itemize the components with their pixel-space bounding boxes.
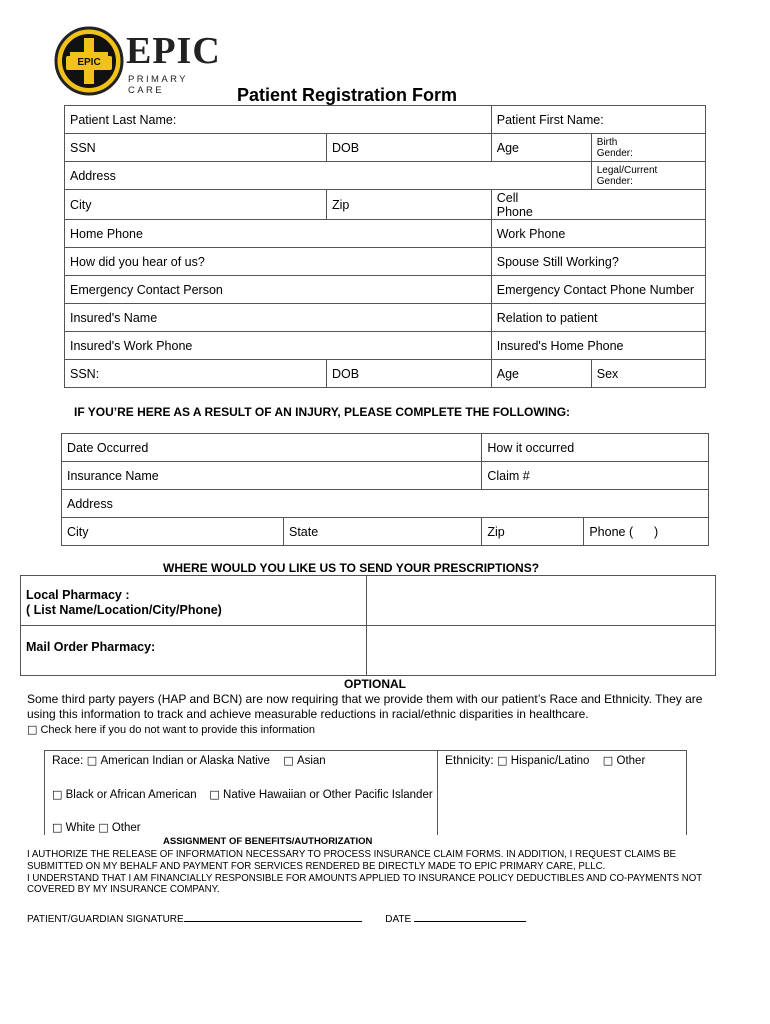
injury-phone-field[interactable] [584, 518, 709, 546]
insured-work-label: Insured's Work Phone [70, 338, 193, 353]
assignment-line-3: I UNDERSTAND THAT I AM FINANCIALLY RESPONSIBLE FOR AMOUNTS APPLIED TO INSURANCE POLICY DEDUCTIBLES AND CO-PAYMENTS NOT [27, 872, 703, 884]
legal-gender-label-2: Gender: [596, 175, 633, 187]
emergency-person-field[interactable] [65, 276, 492, 304]
address-label: Address [70, 168, 116, 183]
injury-address-field[interactable] [62, 490, 709, 518]
race-1-checkbox[interactable]: □ [86, 754, 98, 767]
city-field[interactable] [65, 190, 327, 220]
injury-zip-label: Zip [487, 524, 505, 539]
date-label: DATE [385, 914, 412, 925]
injury-city-label: City [67, 524, 89, 539]
injury-zip-field[interactable] [482, 518, 584, 546]
assignment-line-2: SUBMITTED ON MY BEHALF AND PAYMENT FOR SERVICES RENDERED BE DIRECTLY MADE TO EPIC PRIMARY CARE, PLLC. [27, 860, 606, 872]
spouse-field[interactable] [491, 248, 705, 276]
birth-gender-field[interactable] [591, 134, 705, 162]
eth-1-label: Hispanic/Latino [510, 755, 590, 767]
legal-gender-field[interactable] [591, 162, 705, 190]
relation-label: Relation to patient [496, 310, 598, 325]
claim-label: Claim # [487, 468, 530, 483]
pharmacy-heading: WHERE WOULD YOU LIKE US TO SEND YOUR PRESCRIPTIONS? [163, 561, 540, 575]
birth-gender-label-1: Birth [596, 136, 618, 148]
emergency-phone-field[interactable] [491, 276, 705, 304]
cell-label-1: Cell [496, 190, 519, 205]
emergency-phone-label: Emergency Contact Phone Number [496, 282, 695, 297]
insured-home-field[interactable] [491, 332, 705, 360]
optout-checkbox[interactable]: □ [27, 723, 38, 736]
race-4-label: Native Hawaiian or Other Pacific Islander [223, 789, 433, 801]
date-occurred-field[interactable] [62, 434, 482, 462]
dob-label: DOB [332, 140, 360, 155]
home-phone-label: Home Phone [70, 226, 143, 241]
eth-2-checkbox[interactable]: □ [602, 754, 614, 767]
date-line[interactable] [414, 912, 526, 922]
injury-address-label: Address [67, 496, 113, 511]
signature-label: PATIENT/GUARDIAN SIGNATURE [27, 914, 184, 925]
insured-dob-field[interactable] [327, 360, 492, 388]
assignment-heading: ASSIGNMENT OF BENEFITS/AUTHORIZATION [163, 836, 373, 847]
referral-label: How did you hear of us? [70, 254, 205, 269]
last-name-label: Patient Last Name: [70, 112, 177, 127]
page-title: Patient Registration Form [237, 85, 458, 105]
eth-2-label: Other [616, 755, 646, 767]
age-label: Age [496, 140, 519, 155]
insured-work-field[interactable] [65, 332, 492, 360]
how-occurred-label: How it occurred [487, 440, 575, 455]
signature-row [27, 912, 526, 925]
insured-home-label: Insured's Home Phone [496, 338, 624, 353]
race-row-3 [52, 821, 141, 834]
race-5-checkbox[interactable]: □ [52, 821, 63, 834]
zip-label: Zip [332, 197, 350, 212]
race-3-checkbox[interactable]: □ [52, 788, 63, 801]
signature-line[interactable] [184, 912, 362, 922]
optout-row[interactable] [27, 723, 315, 736]
cell-phone-field[interactable] [491, 190, 705, 220]
injury-phone-label: Phone ( ) [589, 524, 659, 539]
city-label: City [70, 197, 92, 212]
logo-tagline: PRIMARY CARE [128, 74, 188, 96]
legal-gender-label-1: Legal/Current [596, 164, 658, 176]
race-6-label: Other [111, 822, 141, 834]
insured-sex-label: Sex [596, 366, 619, 381]
assignment-line-1: I AUTHORIZE THE RELEASE OF INFORMATION NECESSARY TO PROCESS INSURANCE CLAIM FORMS. IN ADDITION, I REQUEST CLAIMS BE [27, 849, 676, 860]
insured-ssn-label: SSN: [70, 366, 100, 381]
mail-pharmacy-label: Mail Order Pharmacy: [26, 640, 156, 654]
eth-1-checkbox[interactable]: □ [497, 754, 508, 767]
date-occurred-label: Date Occurred [67, 440, 149, 455]
mail-pharmacy-label-cell [21, 626, 367, 676]
injury-city-field[interactable] [62, 518, 284, 546]
ethnicity-row [445, 753, 645, 767]
local-pharmacy-label-1: Local Pharmacy : [26, 587, 130, 602]
address-field[interactable] [65, 162, 592, 190]
insurance-name-label: Insurance Name [67, 468, 159, 483]
dob-field[interactable] [327, 134, 492, 162]
relation-field[interactable] [491, 304, 705, 332]
logo-badge: EPIC [66, 56, 112, 70]
referral-field[interactable] [65, 248, 492, 276]
insured-age-field[interactable] [491, 360, 591, 388]
race-5-label: White [65, 822, 96, 834]
patient-info-table [64, 105, 706, 388]
insurance-name-field[interactable] [62, 462, 482, 490]
first-name-field[interactable] [491, 106, 705, 134]
how-occurred-field[interactable] [482, 434, 709, 462]
optional-text-2: using this information to track and achieve measurable reductions in racial/ethnic disparities in healthcare. [27, 707, 589, 721]
assignment-line-4: COVERED BY MY INSURANCE COMPANY. [27, 884, 220, 896]
emergency-person-label: Emergency Contact Person [70, 282, 223, 297]
home-phone-field[interactable] [65, 220, 492, 248]
local-pharmacy-field[interactable] [367, 576, 716, 626]
mail-pharmacy-field[interactable] [367, 626, 716, 676]
race-3-label: Black or African American [65, 789, 197, 801]
insured-sex-field[interactable] [591, 360, 705, 388]
claim-field[interactable] [482, 462, 709, 490]
race-2-label: Asian [296, 755, 326, 767]
local-pharmacy-label-cell [21, 576, 367, 626]
insured-age-label: Age [496, 366, 519, 381]
ethnicity-label: Ethnicity: [445, 753, 494, 767]
logo-name: EPIC [126, 30, 221, 72]
injury-state-label: State [289, 524, 319, 539]
first-name-label: Patient First Name: [496, 112, 604, 127]
insured-name-label: Insured's Name [70, 310, 158, 325]
assignment-text [27, 849, 702, 896]
cell-label-2: Phone [496, 204, 533, 219]
logo [54, 26, 221, 96]
optional-heading: OPTIONAL [344, 677, 406, 691]
injury-table [61, 433, 709, 546]
race-row-1 [52, 753, 326, 767]
ssn-label: SSN [70, 140, 96, 155]
race-row-2 [52, 788, 433, 801]
zip-field[interactable] [327, 190, 492, 220]
pharmacy-table [20, 575, 716, 676]
age-field[interactable] [491, 134, 591, 162]
insured-name-field[interactable] [65, 304, 492, 332]
insured-dob-label: DOB [332, 366, 360, 381]
race-2-checkbox[interactable]: □ [283, 754, 294, 767]
work-phone-field[interactable] [491, 220, 705, 248]
race-1-label: American Indian or Alaska Native [100, 755, 270, 767]
injury-state-field[interactable] [284, 518, 482, 546]
spouse-label: Spouse Still Working? [496, 254, 619, 269]
insured-ssn-field[interactable] [65, 360, 327, 388]
optional-text-1: Some third party payers (HAP and BCN) are now requiring that we provide them with our patient’s Race and Ethnicity. They are [27, 692, 703, 706]
race-label: Race: [52, 753, 84, 767]
last-name-field[interactable] [65, 106, 492, 134]
race-4-checkbox[interactable]: □ [209, 788, 220, 801]
injury-heading: IF YOU’RE HERE AS A RESULT OF AN INJURY, PLEASE COMPLETE THE FOLLOWING: [74, 405, 571, 419]
race-6-checkbox[interactable]: □ [98, 821, 109, 834]
work-phone-label: Work Phone [496, 226, 566, 241]
ssn-field[interactable] [65, 134, 327, 162]
optout-label: Check here if you do not want to provide this information [40, 724, 316, 736]
birth-gender-label-2: Gender: [596, 147, 633, 159]
local-pharmacy-label-2: ( List Name/Location/City/Phone) [26, 602, 222, 617]
